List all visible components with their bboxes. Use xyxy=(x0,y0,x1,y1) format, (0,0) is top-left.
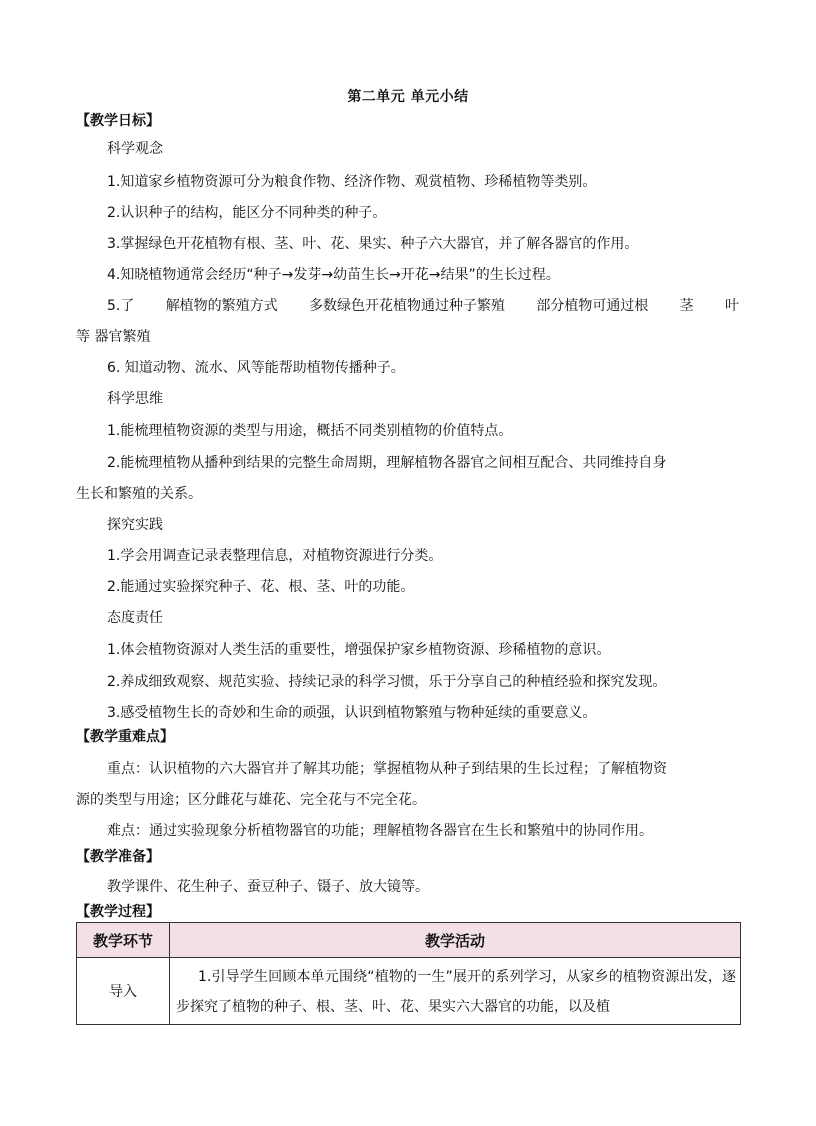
header-activity: 教学活动 xyxy=(170,923,741,958)
attitude-item-1: 1.体会植物资源对人类生活的重要性，增强保护家乡植物资源、珍稀植物的意识。 xyxy=(107,642,611,658)
concept-item-5-part: 茎 xyxy=(679,298,694,314)
focus-line-2: 源的类型与用途；区分雌花与雄花、完全花与不完全花。 xyxy=(76,792,426,808)
table-header-row xyxy=(77,923,741,958)
concept-item-5-part: 叶 xyxy=(725,298,739,314)
concept-item-2: 2.认识种子的结构，能区分不同种类的种子。 xyxy=(107,205,387,221)
preparation-heading: 【教学准备】 xyxy=(76,849,160,865)
objectives-heading: 【教学日标】 xyxy=(76,113,160,129)
row-activity: 1.引导学生回顾本单元围绕“植物的一生”展开的系列学习，从家乡的植物资源出发，逐步探究了植物的种子、根、茎、叶、花、果实六大器官的功能，以及植 xyxy=(176,969,736,1015)
concept-item-5-part: 部分植物可通过根 xyxy=(536,298,649,314)
preparation-text: 教学课件、花生种子、蚕豆种子、镊子、放大镜等。 xyxy=(107,879,429,895)
concept-item-1: 1.知道家乡植物资源可分为粮食作物、经济作物、观赏植物、珍稀植物等类别。 xyxy=(107,174,597,190)
concept-item-6: 6. 知道动物、流水、风等能帮助植物传播种子。 xyxy=(107,360,405,376)
header-stage: 教学环节 xyxy=(77,923,170,958)
process-table xyxy=(76,922,741,1025)
attitude-label: 态度责任 xyxy=(107,610,163,626)
thinking-label: 科学思维 xyxy=(107,391,163,407)
page-title: 第二单元 单元小结 xyxy=(347,89,469,105)
concept-item-4: 4.知晓植物通常会经历“种子→发芽→幼苗生长→开花→结果”的生长过程。 xyxy=(107,267,560,283)
difficulty-line: 难点：通过实验现象分析植物器官的功能；理解植物各器官在生长和繁殖中的协同作用。 xyxy=(107,823,653,839)
concept-item-5-part: 5.了 xyxy=(107,298,135,314)
thinking-item-2-line1: 2.能梳理植物从播种到结果的完整生命周期，理解植物各器官之间相互配合、共同维持自身 xyxy=(107,455,667,471)
focus-line-1: 重点：认识植物的六大器官并了解其功能；掌握植物从种子到结果的生长过程；了解植物资 xyxy=(107,761,667,777)
practice-item-2: 2.能通过实验探究种子、花、根、茎、叶的功能。 xyxy=(107,579,415,595)
process-heading: 【教学过程】 xyxy=(76,904,160,920)
practice-label: 探究实践 xyxy=(107,517,163,533)
table-row xyxy=(77,958,741,1025)
concept-item-5-part: 多数绿色开花植物通过种子繁殖 xyxy=(309,298,506,314)
attitude-item-2: 2.养成细致观察、规范实验、持续记录的科学习惯，乐于分享自己的种植经验和探究发现。 xyxy=(107,674,667,690)
row-activity-cell xyxy=(170,958,741,1025)
attitude-item-3: 3.感受植物生长的奇妙和生命的顽强，认识到植物繁殖与物种延续的重要意义。 xyxy=(107,705,597,721)
concept-item-5-part: 解植物的繁殖方式 xyxy=(165,298,278,314)
keypoints-heading: 【教学重难点】 xyxy=(76,729,174,745)
practice-item-1: 1.学会用调查记录表整理信息，对植物资源进行分类。 xyxy=(107,548,443,564)
thinking-item-2-line2: 生长和繁殖的关系。 xyxy=(76,486,202,502)
concept-item-5-line1 xyxy=(107,295,739,315)
concept-item-3: 3.掌握绿色开花植物有根、茎、叶、花、果实、种子六大器官，并了解各器官的作用。 xyxy=(107,236,639,252)
row-stage: 导入 xyxy=(77,958,170,1025)
concept-label: 科学观念 xyxy=(107,141,163,157)
concept-item-5-line2: 等 器官繁殖 xyxy=(76,329,151,345)
thinking-item-1: 1.能梳理植物资源的类型与用途，概括不同类别植物的价值特点。 xyxy=(107,423,513,439)
